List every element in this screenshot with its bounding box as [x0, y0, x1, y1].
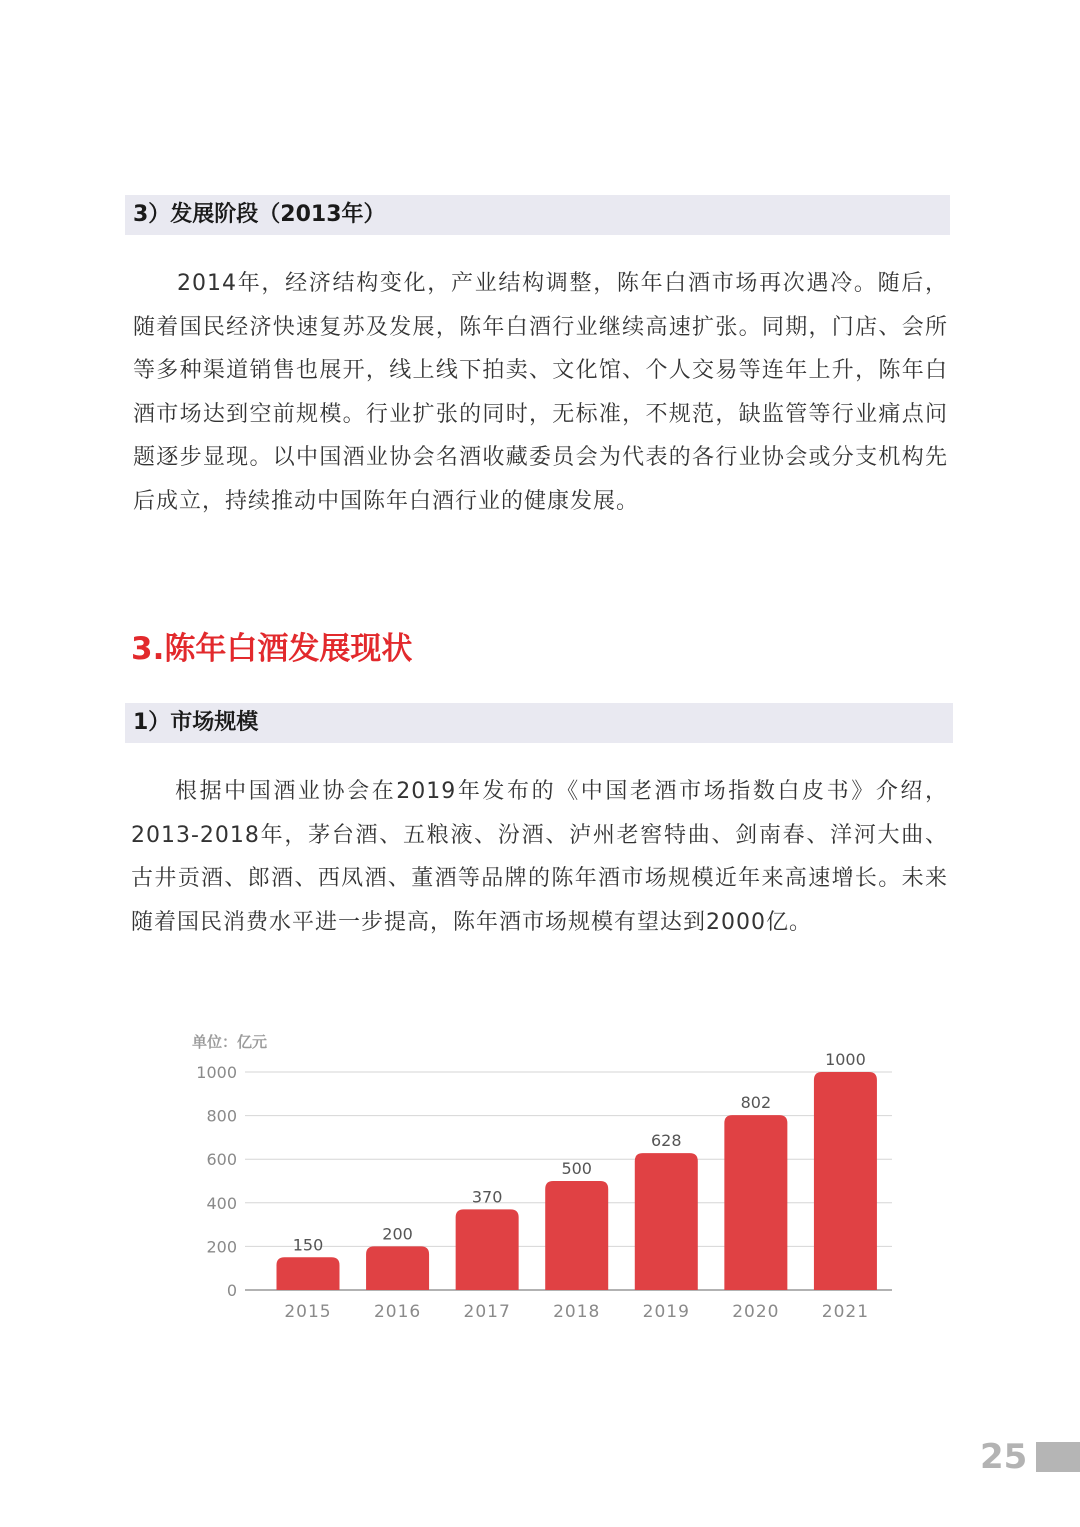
chart-bar-2021	[814, 1072, 877, 1290]
chart-x-tick-label-2020: 2020	[732, 1302, 780, 1322]
market-size-paragraph: 根据中国酒业协会在2019年发布的《中国老酒市场指数白皮书》介绍，2013-2018年，茅台酒、五粮液、汾酒、泸州老窖特曲、剑南春、洋河大曲、古井贡酒、郎酒、西凤酒、董酒等品牌的陈年酒市场规模近年来高速增长。未来随着国民消费水平进一步提高，陈年酒市场规模有望达到2000亿。	[131, 779, 948, 935]
chart-y-tick-label-3: 600	[206, 1150, 237, 1170]
chart-bar-2018	[545, 1181, 608, 1290]
chart-x-tick-label-2016: 2016	[373, 1302, 422, 1322]
chart-bar-2017	[456, 1209, 519, 1290]
chart-y-tick-label-2: 400	[206, 1193, 237, 1213]
chart-y-tick-label-5: 1000	[196, 1063, 237, 1082]
chart-value-label-2021: 1000	[825, 1050, 866, 1069]
market-size-bar-chart	[180, 1025, 900, 1335]
chart-x-tick-label-2019: 2019	[642, 1302, 690, 1322]
chart-value-label-2018: 500	[561, 1159, 592, 1178]
chart-value-label-2015: 150	[292, 1235, 324, 1255]
page-number-bar	[1036, 1442, 1080, 1472]
subsection-heading-market-size: 1）市场规模	[125, 703, 953, 743]
chart-bar-2015	[277, 1257, 340, 1290]
page-number: 25	[980, 1437, 1028, 1477]
chart-x-tick-label-2018: 2018	[553, 1302, 601, 1322]
subsection-heading-development-stage: 3）发展阶段（2013年）	[125, 195, 950, 235]
development-stage-paragraph: 2014年，经济结构变化，产业结构调整，陈年白酒市场再次遇冷。随后，随着国民经济快速复苏及发展，陈年白酒行业继续高速扩张。同期，门店、会所等多种渠道销售也展开，线上线下拍卖、文化馆、个人交易等连年上升，陈年白酒市场达到空前规模。行业扩张的同时，无标准，不规范，缺监管等行业痛点问题逐步显现。以中国酒业协会名酒收藏委员会为代表的各行业协会或分支机构先后成立，持续推动中国陈年白酒行业的健康发展。	[133, 271, 948, 514]
chart-value-label-2016: 200	[382, 1224, 413, 1244]
chart-value-label-2019: 628	[651, 1131, 682, 1151]
chart-x-tick-label-2017: 2017	[463, 1302, 511, 1322]
chart-bar-2020	[724, 1115, 787, 1290]
chart-bar-2016	[366, 1246, 429, 1290]
chart-x-tick-label-2015: 2015	[284, 1302, 332, 1322]
section-title-current-status: 3.陈年白酒发展现状	[131, 631, 413, 667]
chart-y-tick-label-4: 800	[206, 1106, 237, 1126]
chart-value-label-2017: 370	[471, 1187, 503, 1207]
chart-y-tick-label-1: 200	[206, 1237, 237, 1257]
chart-y-tick-label-0: 0	[226, 1281, 237, 1300]
chart-x-tick-label-2021: 2021	[821, 1302, 870, 1322]
chart-value-label-2020: 802	[740, 1093, 772, 1113]
chart-unit-label: 单位：亿元	[192, 1033, 268, 1051]
chart-bar-2019	[635, 1153, 698, 1290]
